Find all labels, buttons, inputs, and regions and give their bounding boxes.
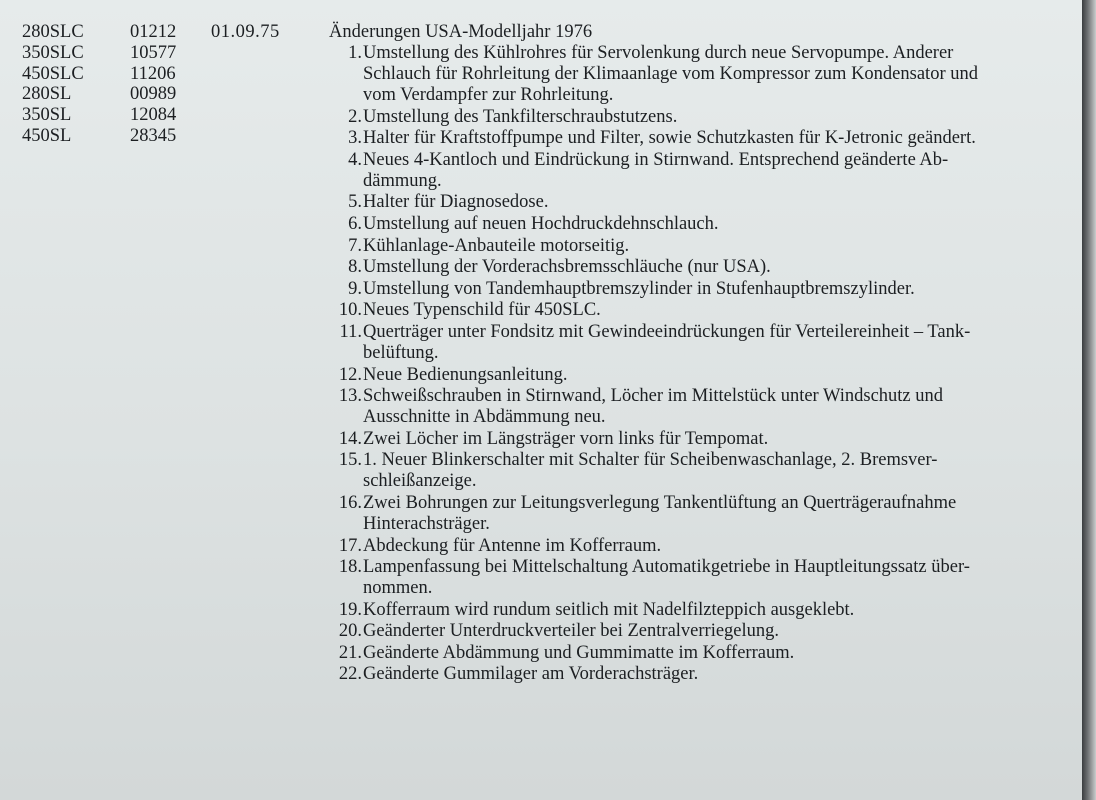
change-item-text: Halter für Kraftstoffpumpe und Filter, sowie Schutzkasten für K-Jetronic geändert.	[363, 128, 976, 149]
change-item-text: Umstellung des Tankfilterschraubstutzens.	[363, 106, 678, 127]
change-item-text: Umstellung von Tandemhauptbremszylinder in Stufenhauptbremszylinder.	[363, 278, 915, 299]
change-item-number: 6.	[348, 213, 362, 234]
model-row	[22, 126, 210, 147]
model-name: 280SL	[22, 84, 72, 105]
change-item-text: Neue Bedienungsanleitung.	[363, 364, 568, 385]
change-item	[329, 429, 1079, 450]
change-item-text: Abdeckung für Antenne im Kofferraum.	[363, 535, 662, 556]
change-item-number: 3.	[348, 128, 362, 149]
model-name: 280SLC	[22, 22, 84, 42]
model-row	[22, 105, 210, 126]
change-list	[329, 22, 1079, 686]
change-item	[329, 279, 1079, 300]
change-item-number: 5.	[348, 192, 362, 213]
change-item-text: 1. Neuer Blinkerschalter mit Schalter für Scheibenwaschanlage, 2. Bremsver- schleißanzeige.	[363, 450, 938, 492]
change-item	[329, 107, 1079, 128]
model-name: 450SL	[22, 125, 72, 146]
change-item-number: 19.	[338, 599, 362, 620]
change-item-number: 4.	[348, 149, 362, 170]
change-item-number: 8.	[348, 257, 362, 278]
change-item-text: Schweißschrauben in Stirnwand, Löcher im Mittelstück unter Windschutz und Ausschnitte in Abdämmung neu.	[363, 386, 944, 428]
change-item-text: Umstellung auf neuen Hochdruckdehnschlauch.	[363, 213, 719, 234]
change-item	[329, 128, 1079, 149]
change-item-number: 16.	[338, 492, 362, 513]
change-item-number: 2.	[348, 106, 362, 127]
change-item-text: Geänderter Unterdruckverteiler bei Zentralverriegelung.	[363, 621, 780, 642]
change-item-text: Geänderte Abdämmung und Gummimatte im Kofferraum.	[363, 642, 795, 663]
change-item	[329, 150, 1079, 192]
change-item-text: Umstellung der Vorderachsbremsschläuche (nur USA).	[363, 257, 771, 278]
change-item	[329, 300, 1079, 321]
model-number: 01212	[130, 22, 177, 42]
model-name: 450SLC	[22, 63, 84, 84]
change-item-text: Kofferraum wird rundum seitlich mit Nadelfilzteppich ausgeklebt.	[363, 599, 855, 620]
model-row	[22, 64, 210, 85]
change-item-text: Umstellung des Kühlrohres für Servolenkung durch neue Servopumpe. Anderer Schlauch für Rohrleitung der Klimaanlage vom Kompressor zum Kondensator und vom Verdampfer zur Rohrleitung.	[363, 43, 978, 105]
model-row	[22, 84, 210, 105]
model-row	[22, 43, 210, 64]
model-number: 28345	[130, 125, 177, 146]
change-item-text: Geänderte Gummilager am Vorderachsträger.	[363, 664, 699, 685]
model-number: 00989	[130, 84, 177, 105]
model-number: 12084	[130, 105, 177, 126]
change-item	[329, 386, 1079, 428]
change-item-number: 12.	[338, 364, 362, 385]
model-number: 11206	[130, 63, 176, 84]
change-heading: Änderungen USA-Modelljahr 1976	[329, 22, 593, 42]
change-item-number: 13.	[338, 386, 362, 407]
change-item	[329, 621, 1079, 642]
change-item-number: 15.	[338, 450, 362, 471]
change-item	[329, 643, 1079, 664]
change-item-text: Halter für Diagnosedose.	[363, 192, 549, 213]
change-item-text: Zwei Löcher im Längsträger vorn links für Tempomat.	[363, 428, 769, 449]
model-list	[22, 22, 210, 147]
change-item-number: 7.	[348, 235, 362, 256]
change-item-number: 11.	[339, 321, 362, 342]
change-item-text: Kühlanlage-Anbauteile motorseitig.	[363, 235, 630, 256]
model-name: 350SL	[22, 105, 72, 126]
change-item-number: 18.	[338, 557, 362, 578]
change-item-number: 17.	[338, 535, 362, 556]
change-item-text: Zwei Bohrungen zur Leitungsverlegung Tankentlüftung an Querträgeraufnahme Hinterachsträger.	[363, 492, 957, 534]
change-item-number: 21.	[338, 642, 362, 663]
change-item	[329, 536, 1079, 557]
change-item-number: 1.	[348, 43, 362, 63]
change-item	[329, 493, 1079, 535]
change-item	[329, 257, 1079, 278]
change-item-number: 22.	[338, 664, 362, 685]
change-item-number: 9.	[348, 278, 362, 299]
change-item	[329, 236, 1079, 257]
change-item	[329, 43, 1079, 106]
change-item	[329, 365, 1079, 386]
change-item	[329, 214, 1079, 235]
change-item	[329, 450, 1079, 492]
change-item-number: 10.	[338, 300, 362, 321]
change-item-text: Querträger unter Fondsitz mit Gewindeeindrückungen für Verteilereinheit – Tank- belüftung.	[363, 321, 971, 363]
change-item-text: Lampenfassung bei Mittelschaltung Automatikgetriebe in Hauptleitungssatz über- nommen.	[363, 557, 970, 599]
change-item-number: 14.	[338, 428, 362, 449]
model-row	[22, 22, 210, 43]
change-item	[329, 192, 1079, 213]
change-item-text: Neues 4-Kantloch und Eindrückung in Stirnwand. Entsprechend geänderte Ab- dämmung.	[363, 149, 949, 191]
change-item	[329, 664, 1079, 685]
change-item	[329, 600, 1079, 621]
model-name: 350SLC	[22, 42, 84, 63]
change-item	[329, 557, 1079, 599]
change-item-number: 20.	[338, 621, 362, 642]
change-items	[329, 43, 1079, 685]
page-edge-shadow	[1082, 0, 1096, 800]
change-date: 01.09.75	[211, 22, 280, 42]
change-item-text: Neues Typenschild für 450SLC.	[363, 300, 601, 321]
model-number: 10577	[130, 42, 177, 63]
change-item	[329, 322, 1079, 364]
